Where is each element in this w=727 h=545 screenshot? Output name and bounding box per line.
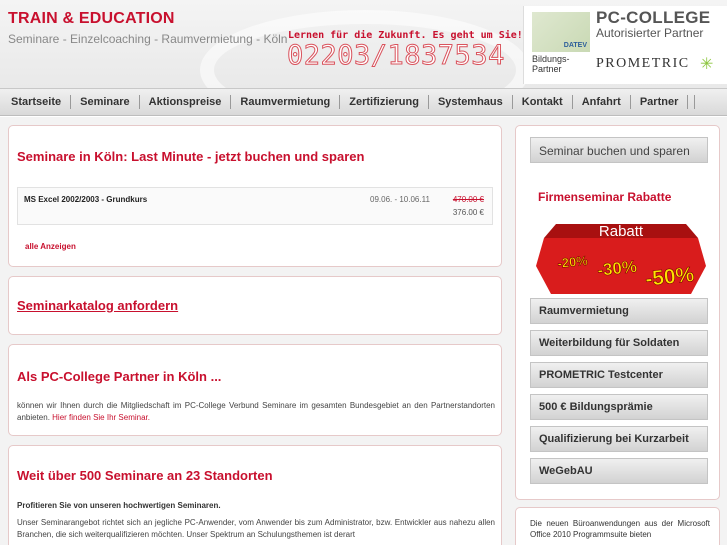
offer-row[interactable] [17,187,493,225]
offer-new-price: 376.00 € [452,208,484,217]
brand-subtitle: Seminare - Einzelcoaching - Raumvermietung - Köln [8,32,288,46]
partner-title: Als PC-College Partner in Köln ... [17,369,222,384]
brand-title[interactable]: TRAIN & EDUCATION [8,10,175,27]
prometric-star-icon: ✳ [700,56,714,73]
seminars-panel [8,445,502,545]
offer-date: 09.06. - 10.06.11 [370,195,430,204]
offer-old-price: 470.00 € [452,195,484,204]
tagline: Lernen für die Zukunft. Es geht um Sie! [288,30,523,41]
partner-panel [8,344,502,436]
sidebar [515,125,720,500]
rabatt-value-30: -30% [596,256,638,280]
sidebar-item-kurzarbeit[interactable]: Qualifizierung bei Kurzarbeit [530,426,708,452]
partner-logos [523,6,727,84]
nav-item-startseite[interactable]: Startseite [2,95,71,109]
sidebar-item-bildungspraemie[interactable]: 500 € Bildungsprämie [530,394,708,420]
main-navigation [0,88,727,116]
rabatt-value-50: -50% [644,262,696,291]
office-info-text: Die neuen Büroanwendungen aus der Microsoft Office 2010 Programmsuite bieten [530,519,710,539]
nav-divider [694,95,695,109]
lastminute-title: Seminare in Köln: Last Minute - jetzt buchen und sparen [17,149,365,164]
nav-item-systemhaus[interactable]: Systemhaus [429,95,513,109]
seminars-lead: Profitieren Sie von unseren hochwertigen Seminaren. [17,501,221,510]
pc-college-subtitle: Autorisierter Partner [596,26,704,40]
catalog-link[interactable]: Seminarkatalog anfordern [17,298,179,313]
phone-number: 02203/1837534 [287,40,505,71]
sidebar-item-wegebau[interactable]: WeGebAU [530,458,708,484]
all-ads-link[interactable]: alle Anzeigen [25,242,76,251]
find-seminar-link[interactable]: Hier finden Sie Ihr Seminar. [52,413,150,422]
sidebar-item-seminar-buchen[interactable]: Seminar buchen und sparen [530,137,708,163]
bildungspartner-label: Bildungs-Partner [532,54,570,74]
datev-logo [532,12,590,52]
seminars-title: Weit über 500 Seminare an 23 Standorten [17,468,273,483]
rabatt-label: Rabatt [598,223,644,240]
datev-label: DATEV [563,42,587,49]
rabatt-banner[interactable] [536,216,706,294]
nav-item-anfahrt[interactable]: Anfahrt [573,95,631,109]
nav-item-aktionspreise[interactable]: Aktionspreise [140,95,232,109]
firmenseminar-rabatte-link[interactable]: Firmenseminar Rabatte [538,190,672,204]
partner-body [17,400,495,424]
nav-item-zertifizierung[interactable]: Zertifizierung [340,95,429,109]
sidebar-item-raumvermietung[interactable]: Raumvermietung [530,298,708,324]
nav-item-partner[interactable]: Partner [631,95,689,109]
nav-item-seminare[interactable]: Seminare [71,95,140,109]
sidebar-item-soldaten[interactable]: Weiterbildung für Soldaten [530,330,708,356]
prometric-logo[interactable]: PROMETRIC [596,56,690,71]
offer-course[interactable]: MS Excel 2002/2003 - Grundkurs [24,195,148,204]
catalog-panel [8,276,502,335]
site-header [0,0,727,88]
lastminute-panel [8,125,502,267]
partner-body-text: können wir Ihnen durch die Mitgliedschaft im PC-College Verbund Seminare im gesamten Bundesgebiet an den Partnerstandorten anbieten. [17,401,495,422]
pc-college-logo[interactable]: PC-COLLEGE [596,8,711,27]
seminars-body: Unser Seminarangebot richtet sich an jegliche PC-Anwender, vom Anwender bis zum Administrator, bzw. Entwickler aus nahezu allen Branchen, die sich weiterqualifizieren möchten. Unser Spektrum an Schulungsthemen ist derart [17,518,495,539]
nav-item-kontakt[interactable]: Kontakt [513,95,573,109]
sidebar-item-prometric[interactable]: PROMETRIC Testcenter [530,362,708,388]
rabatt-value-20: -20% [556,252,589,271]
office-info-box [515,507,720,545]
nav-item-raumvermietung[interactable]: Raumvermietung [231,95,340,109]
